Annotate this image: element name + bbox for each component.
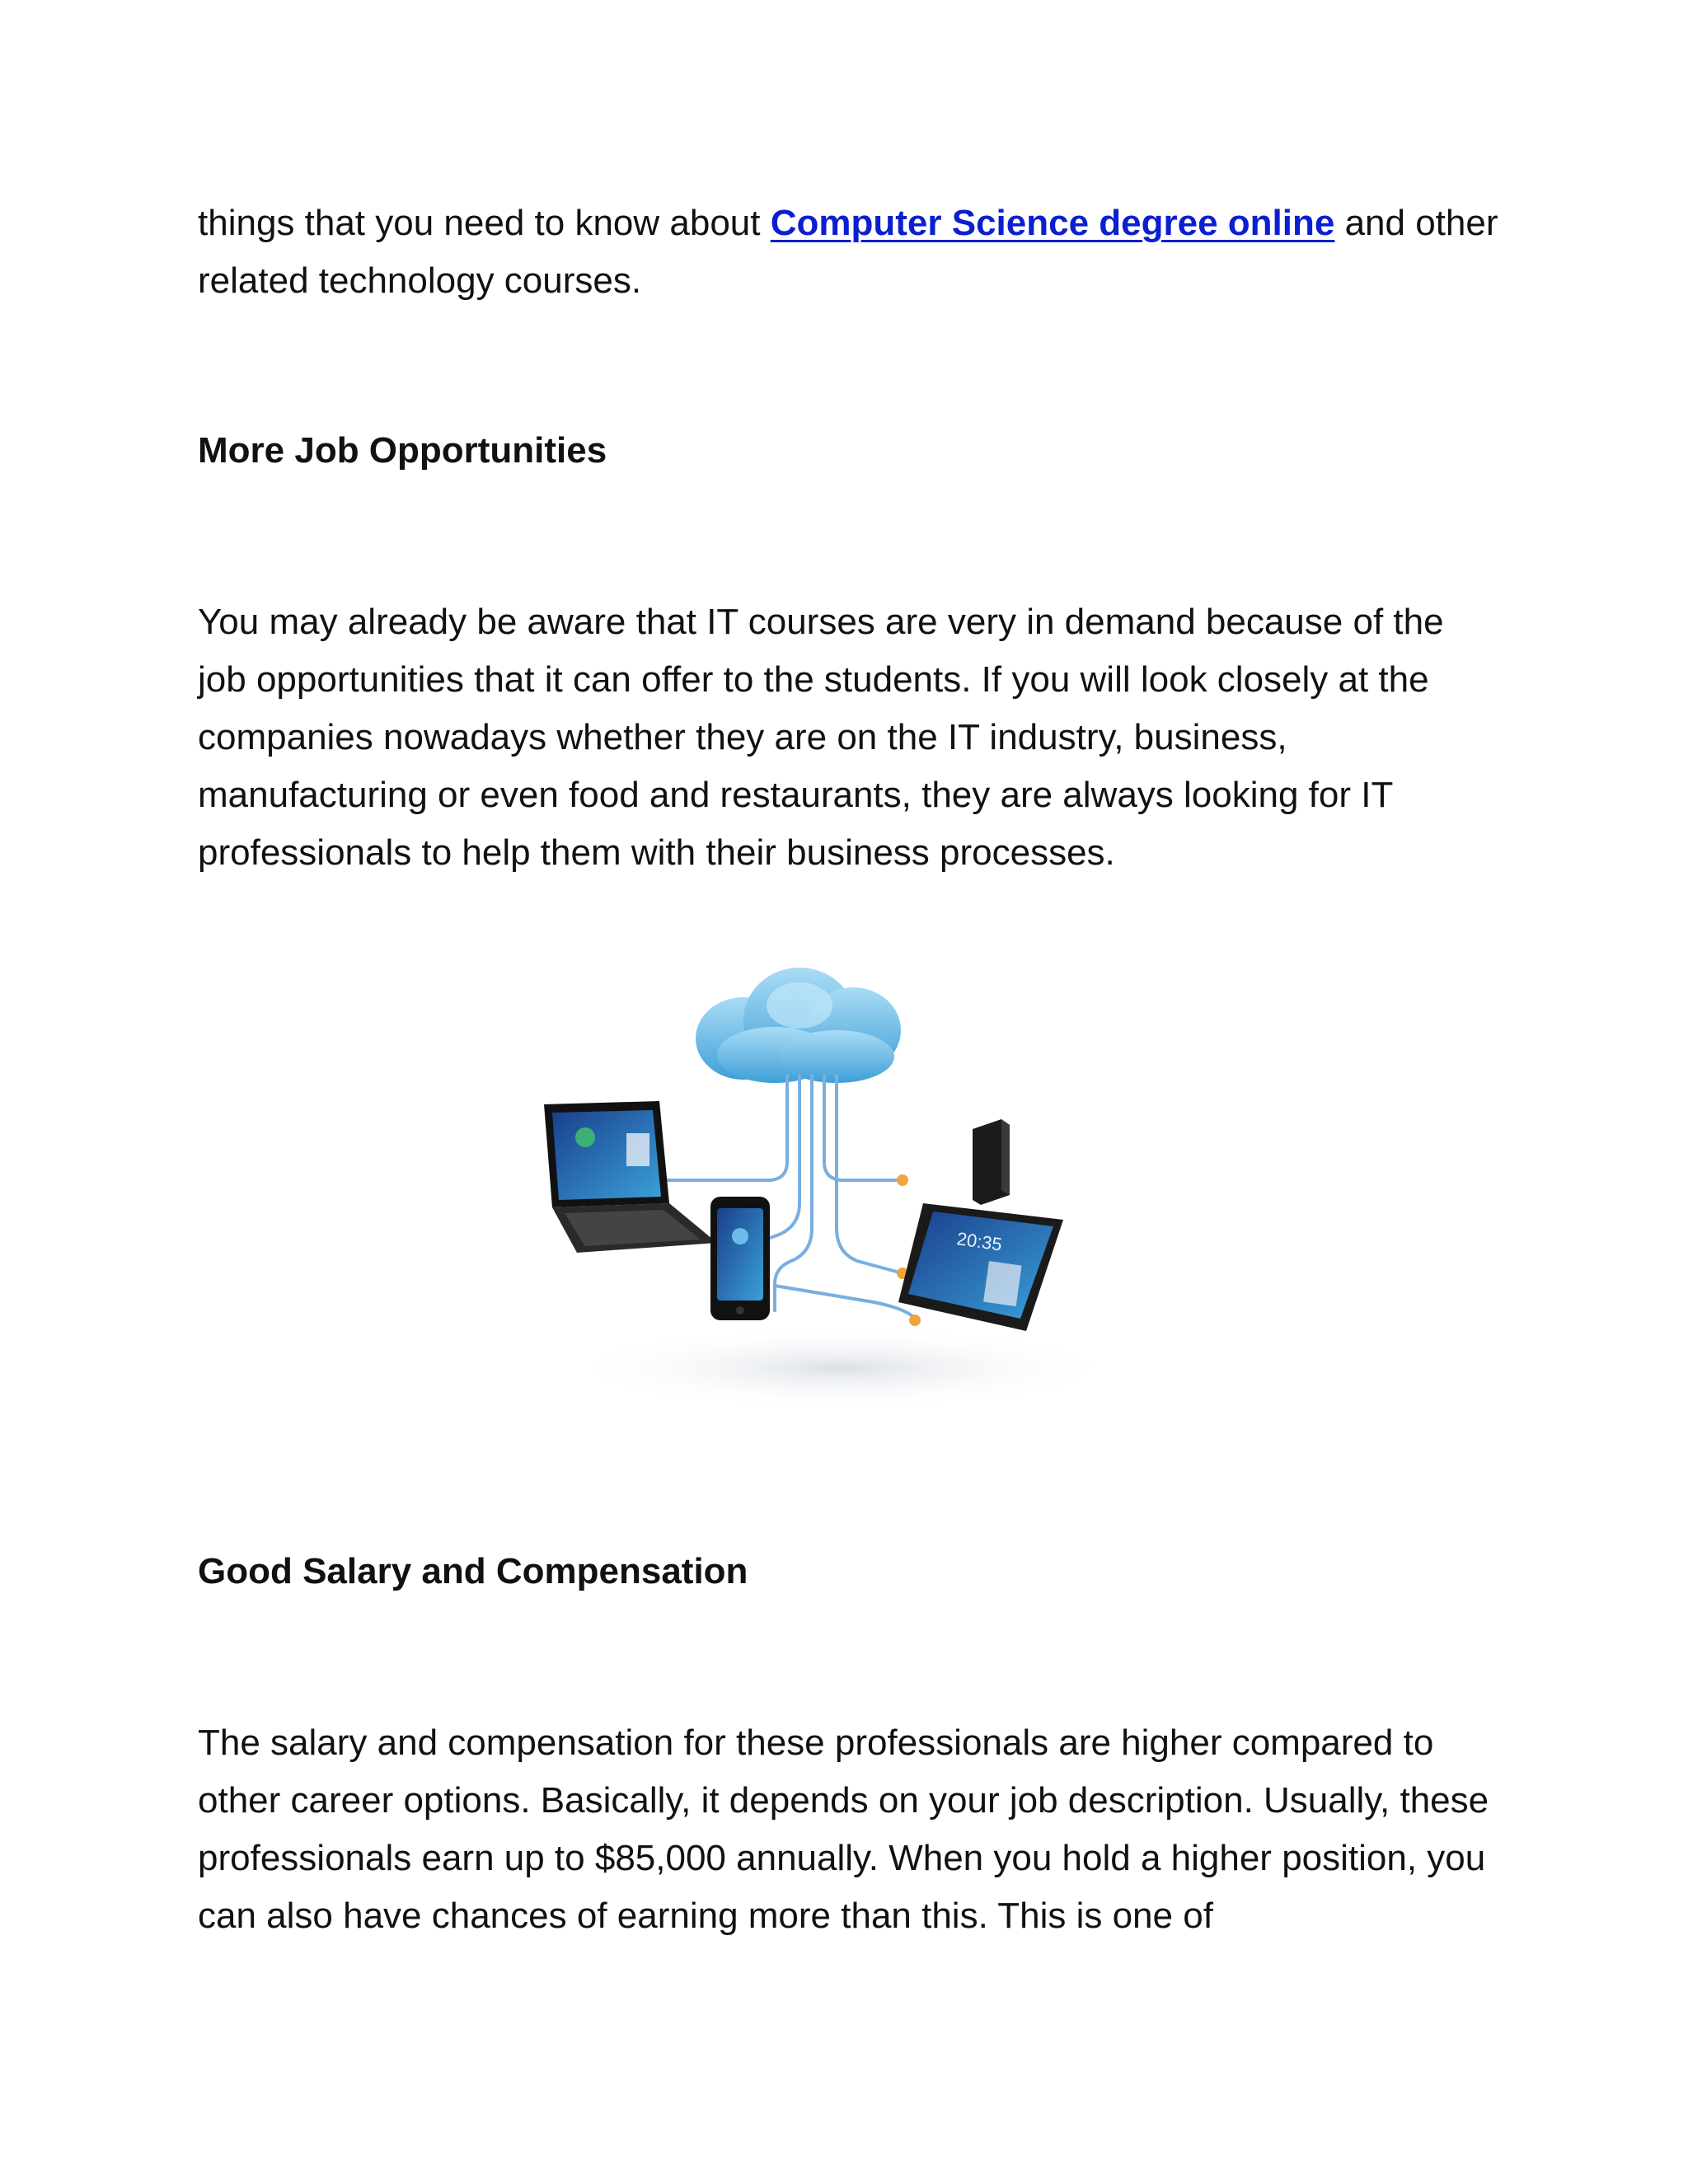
section-heading-salary: Good Salary and Compensation: [198, 1551, 748, 1591]
cloud-computing-illustration: [528, 956, 1154, 1418]
intro-text-after-link: and other related technology courses.: [198, 203, 1498, 301]
section-heading-job-opportunities: More Job Opportunities: [198, 430, 607, 471]
laptop-icon: [544, 1101, 717, 1253]
computer-science-degree-link[interactable]: Computer Science degree online: [770, 203, 1335, 243]
external-drive-icon: [973, 1119, 1010, 1205]
intro-text-before-link: things that you need to know about: [198, 203, 771, 243]
section-body-job-opportunities: You may already be aware that IT courses are very in demand because of the job opportunities that it can offer to the students. If you will look closely at the companies nowadays whether they are on the IT industry, business, manufacturing or even food and restaurants, they are always looking for IT professionals to help them with their business processes.: [198, 602, 1444, 873]
tablet-clock-text: 20:35: [955, 1228, 1004, 1255]
tablet-icon: [898, 1203, 1063, 1331]
network-cables: [659, 1076, 915, 1319]
section-body-salary: The salary and compensation for these professionals are higher compared to other career options. Basically, it depends on your job description. Usually, these professionals earn up to $85,000 annually. When you hold a higher position, you can also have chances of earning more than this. This is one of: [198, 1722, 1489, 1936]
cloud-icon: [696, 968, 901, 1083]
intro-paragraph: [198, 194, 1500, 310]
smartphone-icon: [710, 1197, 770, 1320]
